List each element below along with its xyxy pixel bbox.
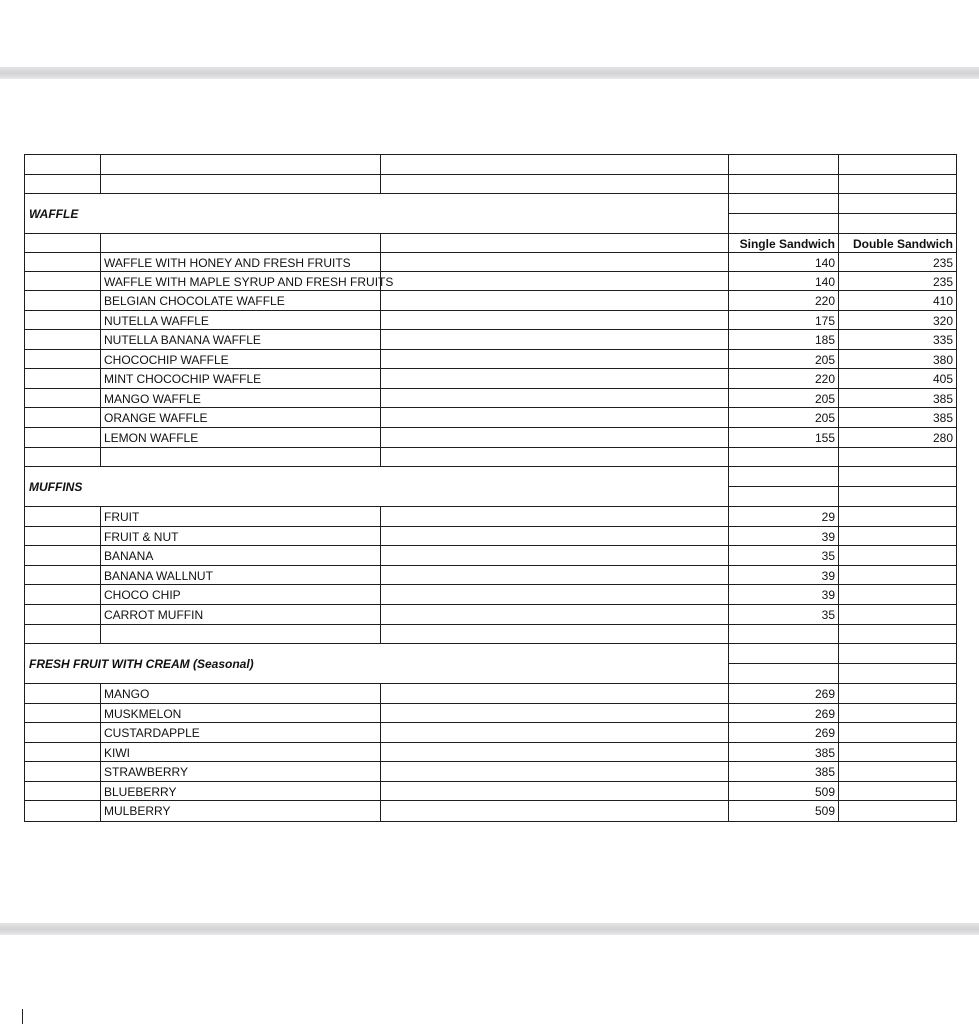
column-header-single: Single Sandwich (728, 233, 839, 253)
price-double: 335 (838, 329, 957, 350)
item-name: MANGO WAFFLE (100, 388, 381, 408)
table-row (24, 290, 957, 311)
table-row (24, 703, 957, 723)
price-single: 220 (728, 290, 839, 311)
table-row (24, 427, 957, 448)
price-single: 205 (728, 349, 839, 369)
item-name: FRUIT (100, 506, 381, 527)
table-row (24, 565, 957, 585)
price-double: 405 (838, 368, 957, 389)
item-name: STRAWBERRY (100, 761, 381, 782)
price-single: 140 (728, 271, 839, 291)
price-single: 39 (728, 584, 839, 605)
price-single: 39 (728, 526, 839, 546)
table-row (24, 800, 957, 822)
item-name: FRUIT & NUT (100, 526, 381, 546)
price-single: 220 (728, 368, 839, 389)
table-row (24, 761, 957, 782)
table-row (24, 526, 957, 546)
section-title: WAFFLE (24, 193, 729, 234)
item-name: WAFFLE WITH HONEY AND FRESH FRUITS (100, 252, 381, 272)
table-row (24, 742, 957, 762)
price-double: 385 (838, 407, 957, 428)
price-double: 235 (838, 271, 957, 291)
item-name: BANANA (100, 545, 381, 566)
section-title: FRESH FRUIT WITH CREAM (Seasonal) (24, 643, 729, 684)
price-single: 205 (728, 407, 839, 428)
page-separator-top (0, 67, 979, 79)
item-name: ORANGE WAFFLE (100, 407, 381, 428)
price-single: 269 (728, 683, 839, 704)
table-row (24, 310, 957, 330)
price-single: 185 (728, 329, 839, 350)
item-name: BELGIAN CHOCOLATE WAFFLE (100, 290, 381, 311)
section-header-waffle (24, 193, 957, 234)
price-single: 269 (728, 703, 839, 723)
item-name: CHOCO CHIP (100, 584, 381, 605)
section-title: MUFFINS (24, 466, 729, 507)
table-row (24, 252, 957, 272)
price-double: 235 (838, 252, 957, 272)
section-header-fresh-fruit (24, 643, 957, 684)
item-name: CARROT MUFFIN (100, 604, 381, 625)
table-row (24, 683, 957, 704)
item-name: CUSTARDAPPLE (100, 722, 381, 743)
item-name: NUTELLA WAFFLE (100, 310, 381, 330)
price-single: 39 (728, 565, 839, 585)
table-row (24, 407, 957, 428)
table-row (24, 722, 957, 743)
item-name: NUTELLA BANANA WAFFLE (100, 329, 381, 350)
price-single: 269 (728, 722, 839, 743)
item-name: MINT CHOCOCHIP WAFFLE (100, 368, 381, 389)
price-single: 205 (728, 388, 839, 408)
table-row (24, 506, 957, 527)
table-row (24, 368, 957, 389)
empty-row (24, 624, 957, 644)
table-row (24, 781, 957, 801)
column-header-row (24, 233, 957, 253)
table-row (24, 388, 957, 408)
empty-row (24, 174, 957, 194)
price-single: 35 (728, 545, 839, 566)
item-name: BANANA WALLNUT (100, 565, 381, 585)
price-double: 320 (838, 310, 957, 330)
empty-row (24, 154, 957, 175)
item-name: KIWI (100, 742, 381, 762)
price-single: 175 (728, 310, 839, 330)
price-double: 410 (838, 290, 957, 311)
item-name: MANGO (100, 683, 381, 704)
item-name: MULBERRY (100, 800, 381, 822)
item-name: LEMON WAFFLE (100, 427, 381, 448)
page-separator-bottom (0, 923, 979, 935)
item-name: BLUEBERRY (100, 781, 381, 801)
price-single: 140 (728, 252, 839, 272)
item-name: MUSKMELON (100, 703, 381, 723)
price-double: 380 (838, 349, 957, 369)
price-single: 385 (728, 742, 839, 762)
table-row (24, 584, 957, 605)
item-name: CHOCOCHIP WAFFLE (100, 349, 381, 369)
price-double: 385 (838, 388, 957, 408)
menu-table (24, 154, 957, 822)
price-single: 155 (728, 427, 839, 448)
table-row (24, 545, 957, 566)
price-single: 509 (728, 781, 839, 801)
price-single: 35 (728, 604, 839, 625)
table-row (24, 329, 957, 350)
price-single: 385 (728, 761, 839, 782)
table-row (24, 604, 957, 625)
price-single: 29 (728, 506, 839, 527)
section-header-muffins (24, 466, 957, 507)
table-row (24, 349, 957, 369)
text-cursor (22, 1009, 23, 1024)
empty-row (24, 447, 957, 467)
price-double: 280 (838, 427, 957, 448)
table-row (24, 271, 957, 291)
item-name: WAFFLE WITH MAPLE SYRUP AND FRESH FRUITS (100, 271, 381, 291)
column-header-double: Double Sandwich (838, 233, 957, 253)
price-single: 509 (728, 800, 839, 822)
